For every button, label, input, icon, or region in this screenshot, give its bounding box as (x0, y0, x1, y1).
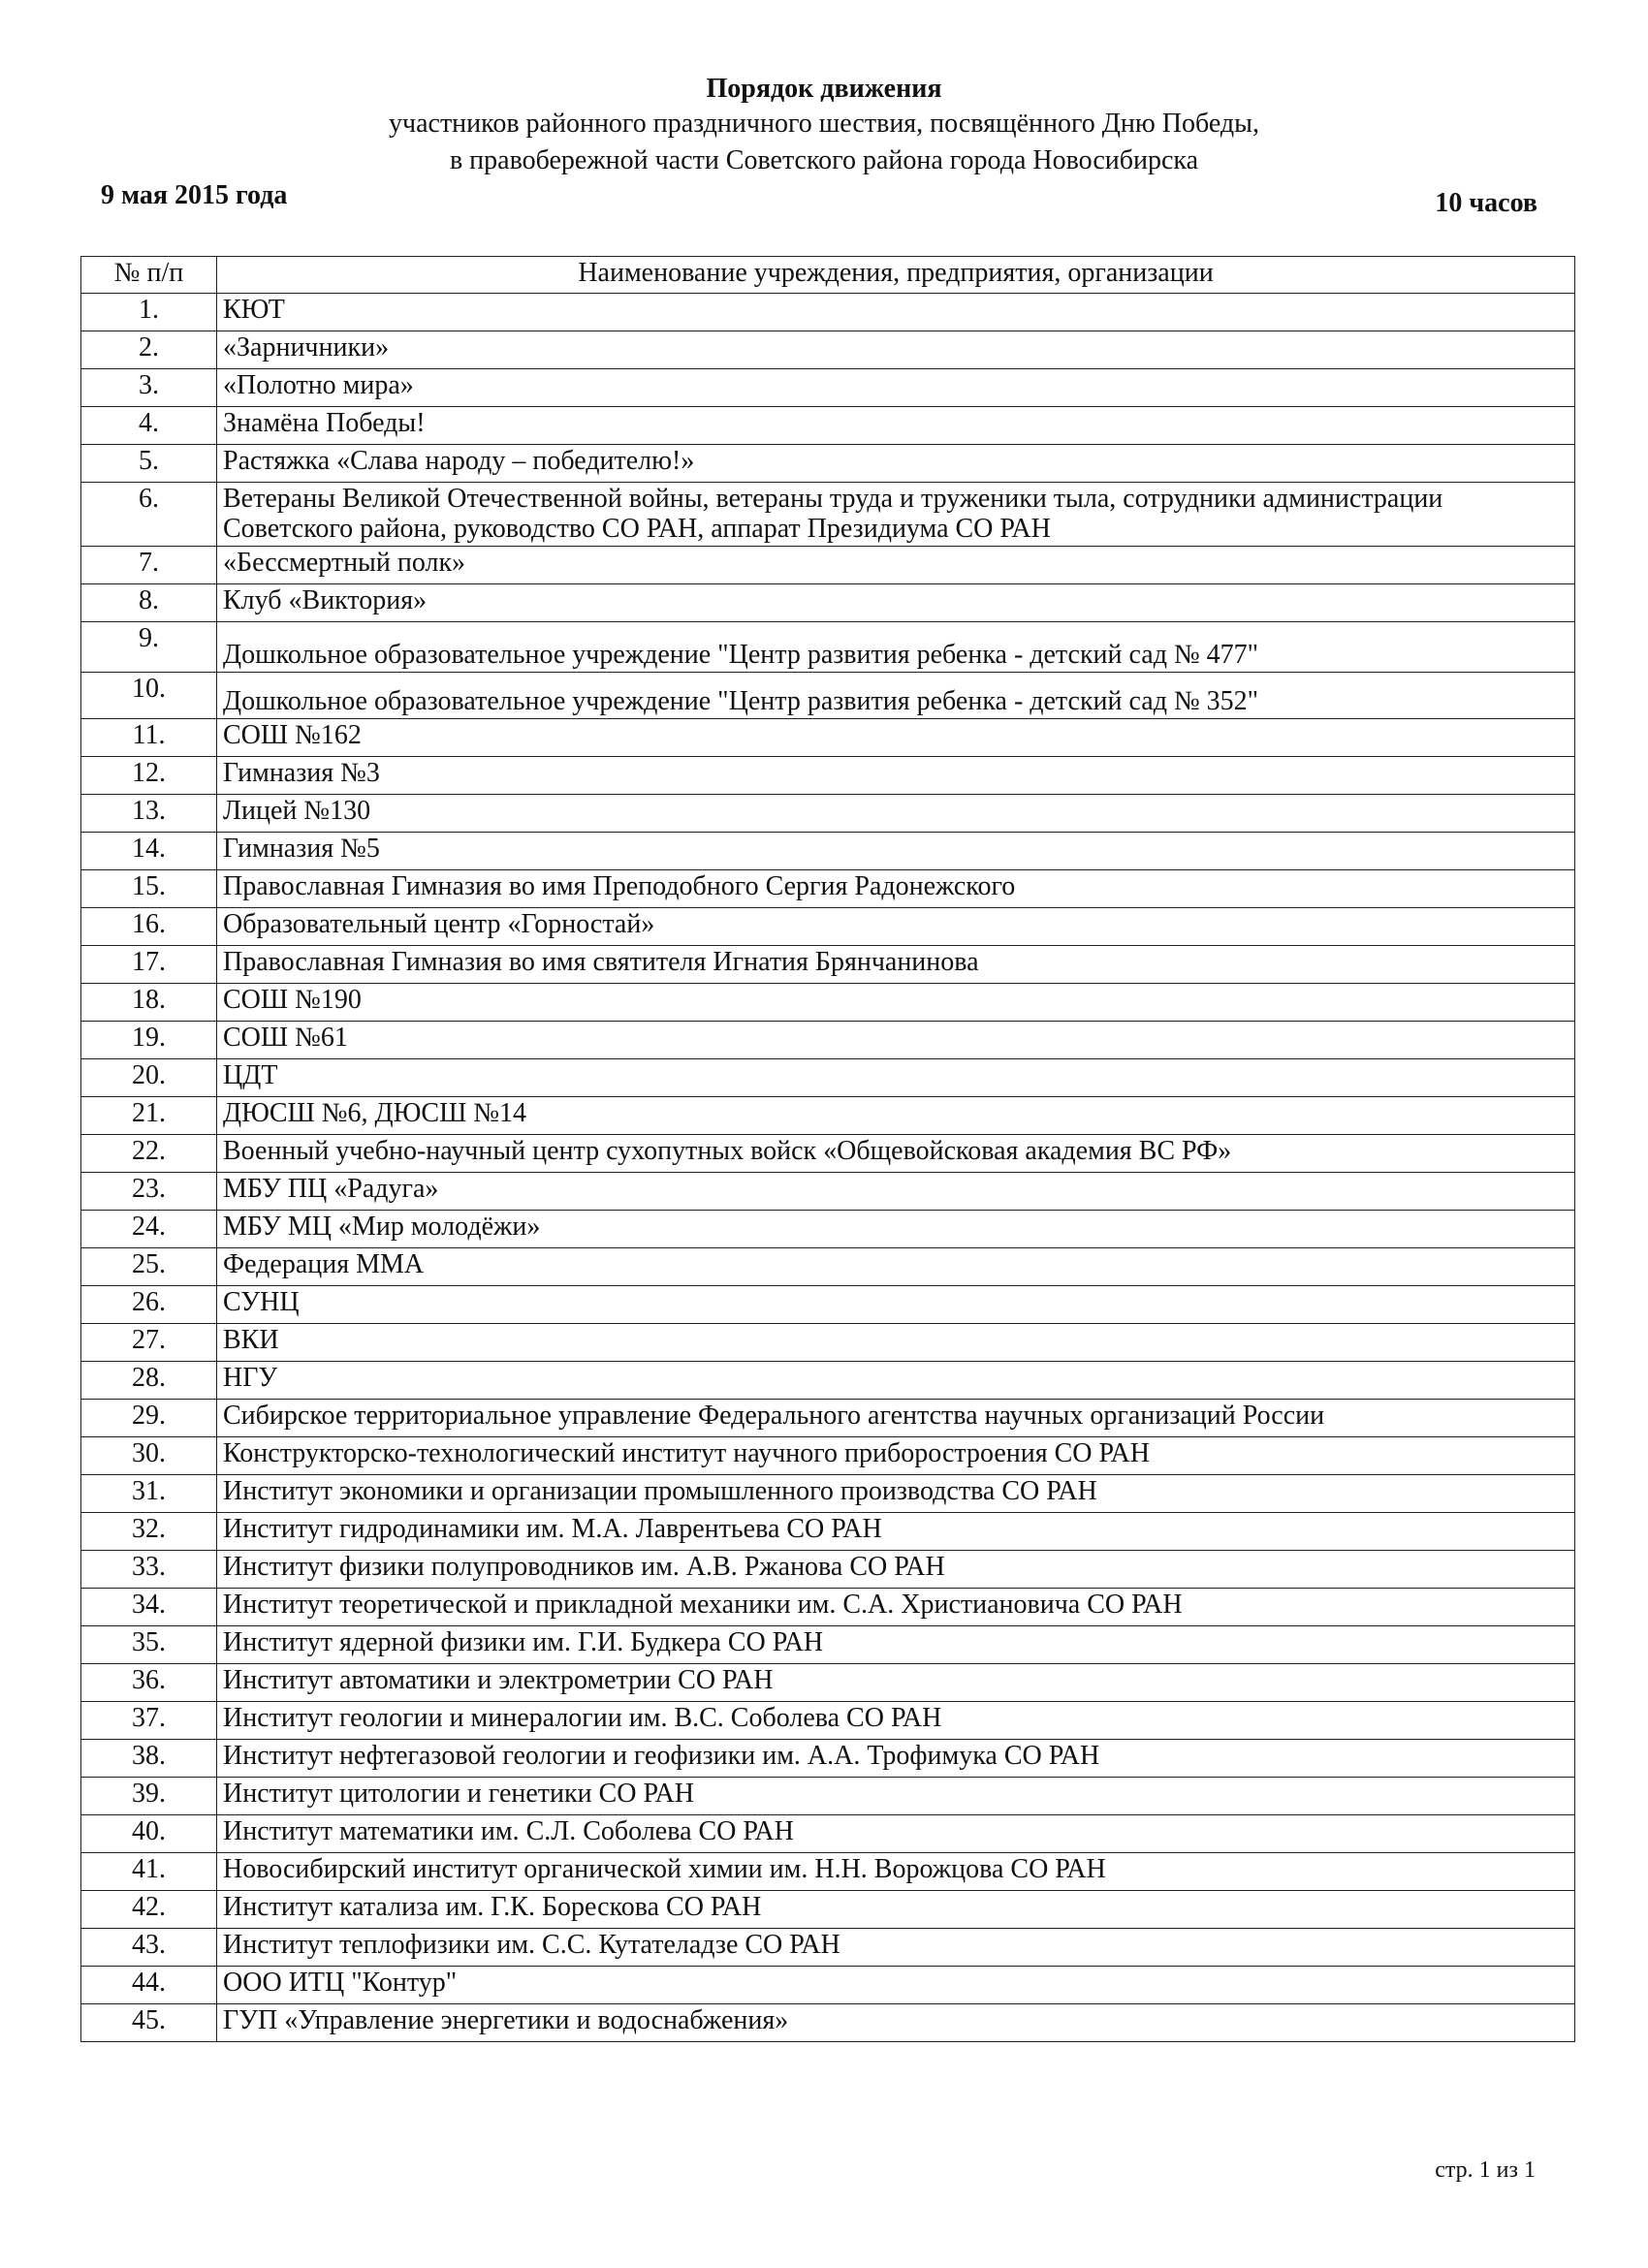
organization-name: СОШ №61 (217, 1021, 1575, 1058)
organization-name: Институт ядерной физики им. Г.И. Будкера СО РАН (217, 1625, 1575, 1663)
organization-name: СУНЦ (217, 1285, 1575, 1323)
row-number: 41. (81, 1852, 217, 1890)
organization-name: Институт геологии и минералогии им. В.С. Соболева СО РАН (217, 1701, 1575, 1739)
row-number: 17. (81, 945, 217, 983)
organization-name: «Полотно мира» (217, 369, 1575, 407)
table-row (81, 832, 1575, 869)
organization-name: Институт нефтегазовой геологии и геофизики им. А.А. Трофимука СО РАН (217, 1739, 1575, 1777)
table-row (81, 1814, 1575, 1852)
row-number: 18. (81, 983, 217, 1021)
table-row (81, 907, 1575, 945)
row-number: 8. (81, 583, 217, 621)
organization-name: Дошкольное образовательное учреждение "Центр развития ребенка - детский сад № 352" (217, 672, 1575, 718)
event-date: 9 мая 2015 года (101, 180, 288, 210)
row-number: 44. (81, 1966, 217, 2003)
organization-name: Лицей №130 (217, 794, 1575, 832)
table-row (81, 1285, 1575, 1323)
table-row (81, 1058, 1575, 1096)
row-number: 13. (81, 794, 217, 832)
table-row (81, 1172, 1575, 1210)
row-number: 5. (81, 445, 217, 483)
row-number: 37. (81, 1701, 217, 1739)
organization-name: Федерация ММА (217, 1247, 1575, 1285)
row-number: 26. (81, 1285, 217, 1323)
organization-name: ООО ИТЦ "Контур" (217, 1966, 1575, 2003)
organization-name: Военный учебно-научный центр сухопутных войск «Общевойсковая академия ВС РФ» (217, 1134, 1575, 1172)
table-row (81, 1777, 1575, 1814)
organization-name: Гимназия №5 (217, 832, 1575, 869)
row-number: 9. (81, 621, 217, 672)
row-number: 43. (81, 1928, 217, 1966)
table-row (81, 1550, 1575, 1588)
row-number: 34. (81, 1588, 217, 1625)
table-row (81, 445, 1575, 483)
organization-name: СОШ №162 (217, 718, 1575, 756)
organization-name: Растяжка «Слава народу – победителю!» (217, 445, 1575, 483)
table-row (81, 1134, 1575, 1172)
organization-name: Институт катализа им. Г.К. Борескова СО РАН (217, 1890, 1575, 1928)
row-number: 3. (81, 369, 217, 407)
organization-name: «Зарничники» (217, 331, 1575, 369)
table-row (81, 1361, 1575, 1399)
row-number: 27. (81, 1323, 217, 1361)
document-title: Порядок движения (706, 74, 942, 104)
document-subtitle-line2: в правобережной части Советского района города Новосибирска (449, 145, 1199, 175)
table-row (81, 1625, 1575, 1663)
table-row (81, 369, 1575, 407)
row-number: 30. (81, 1436, 217, 1474)
row-number: 25. (81, 1247, 217, 1285)
row-number: 15. (81, 869, 217, 907)
organization-name: Новосибирский институт органической химии им. Н.Н. Ворожцова СО РАН (217, 1852, 1575, 1890)
row-number: 20. (81, 1058, 217, 1096)
organization-name: Институт экономики и организации промышленного производства СО РАН (217, 1474, 1575, 1512)
row-number: 32. (81, 1512, 217, 1550)
table-header-row (81, 257, 1575, 294)
table-row (81, 1966, 1575, 2003)
organization-name: Дошкольное образовательное учреждение "Центр развития ребенка - детский сад № 477" (217, 621, 1575, 672)
row-number: 23. (81, 1172, 217, 1210)
table-row (81, 983, 1575, 1021)
table-row (81, 483, 1575, 547)
organization-name: Институт цитологии и генетики СО РАН (217, 1777, 1575, 1814)
table-row (81, 1701, 1575, 1739)
event-time: 10 часов (1435, 188, 1537, 218)
organization-name: Конструкторско-технологический институт научного приборостроения СО РАН (217, 1436, 1575, 1474)
row-number: 7. (81, 546, 217, 583)
organization-name: Православная Гимназия во имя Преподобного Сергия Радонежского (217, 869, 1575, 907)
row-number: 29. (81, 1399, 217, 1436)
row-number: 19. (81, 1021, 217, 1058)
table-row (81, 756, 1575, 794)
row-number: 39. (81, 1777, 217, 1814)
table-row (81, 672, 1575, 718)
organization-name: ВКИ (217, 1323, 1575, 1361)
table-row (81, 546, 1575, 583)
row-number: 35. (81, 1625, 217, 1663)
organization-name: Православная Гимназия во имя святителя Игнатия Брянчанинова (217, 945, 1575, 983)
organization-name: Институт физики полупроводников им. А.В. Ржанова СО РАН (217, 1550, 1575, 1588)
organization-name: «Бессмертный полк» (217, 546, 1575, 583)
row-number: 12. (81, 756, 217, 794)
table-body (81, 294, 1575, 2042)
row-number: 2. (81, 331, 217, 369)
table-row (81, 1247, 1575, 1285)
row-number: 11. (81, 718, 217, 756)
organization-name: МБУ МЦ «Мир молодёжи» (217, 1210, 1575, 1247)
row-number: 28. (81, 1361, 217, 1399)
row-number: 10. (81, 672, 217, 718)
row-number: 16. (81, 907, 217, 945)
organization-name: СОШ №190 (217, 983, 1575, 1021)
page-number: стр. 1 из 1 (1435, 2158, 1536, 2183)
organization-name: Институт теоретической и прикладной механики им. С.А. Христиановича СО РАН (217, 1588, 1575, 1625)
organization-name: Институт гидродинамики им. М.А. Лаврентьева СО РАН (217, 1512, 1575, 1550)
table-row (81, 1323, 1575, 1361)
table-row (81, 407, 1575, 445)
organization-name: Знамёна Победы! (217, 407, 1575, 445)
column-header-number: № п/п (81, 257, 217, 294)
row-number: 38. (81, 1739, 217, 1777)
row-number: 45. (81, 2003, 217, 2041)
table-row (81, 1663, 1575, 1701)
organization-name: МБУ ПЦ «Радуга» (217, 1172, 1575, 1210)
table-row (81, 583, 1575, 621)
table-row (81, 1928, 1575, 1966)
table-row (81, 1852, 1575, 1890)
table-row (81, 1739, 1575, 1777)
table-row (81, 294, 1575, 331)
table-row (81, 1436, 1575, 1474)
table-row (81, 1399, 1575, 1436)
row-number: 21. (81, 1096, 217, 1134)
table-row (81, 1512, 1575, 1550)
row-number: 31. (81, 1474, 217, 1512)
organization-name: ЦДТ (217, 1058, 1575, 1096)
row-number: 6. (81, 483, 217, 547)
organization-name: НГУ (217, 1361, 1575, 1399)
table-row (81, 1890, 1575, 1928)
organization-name: Ветераны Великой Отечественной войны, ветераны труда и труженики тыла, сотрудники администрации Советского района, руководство СО РАН, аппарат Президиума СО РАН (217, 483, 1575, 547)
row-number: 42. (81, 1890, 217, 1928)
table-row (81, 794, 1575, 832)
table-row (81, 718, 1575, 756)
table-row (81, 621, 1575, 672)
organization-name: ГУП «Управление энергетики и водоснабжения» (217, 2003, 1575, 2041)
row-number: 33. (81, 1550, 217, 1588)
table-row (81, 2003, 1575, 2041)
row-number: 14. (81, 832, 217, 869)
row-number: 24. (81, 1210, 217, 1247)
row-number: 4. (81, 407, 217, 445)
organization-name: КЮТ (217, 294, 1575, 331)
row-number: 22. (81, 1134, 217, 1172)
organization-name: Образовательный центр «Горностай» (217, 907, 1575, 945)
table-row (81, 1096, 1575, 1134)
row-number: 1. (81, 294, 217, 331)
organization-name: Сибирское территориальное управление Федерального агентства научных организаций России (217, 1399, 1575, 1436)
table-row (81, 869, 1575, 907)
row-number: 36. (81, 1663, 217, 1701)
table-row (81, 945, 1575, 983)
organization-name: Клуб «Виктория» (217, 583, 1575, 621)
procession-order-table (80, 256, 1575, 2042)
row-number: 40. (81, 1814, 217, 1852)
table-row (81, 1210, 1575, 1247)
document-subtitle-line1: участников районного праздничного шествия, посвящённого Дню Победы, (389, 109, 1259, 139)
organization-name: Институт автоматики и электрометрии СО РАН (217, 1663, 1575, 1701)
organization-name: Институт математики им. С.Л. Соболева СО РАН (217, 1814, 1575, 1852)
organization-name: ДЮСШ №6, ДЮСШ №14 (217, 1096, 1575, 1134)
table-row (81, 1588, 1575, 1625)
table-row (81, 1474, 1575, 1512)
table-row (81, 1021, 1575, 1058)
organization-name: Гимназия №3 (217, 756, 1575, 794)
organization-name: Институт теплофизики им. С.С. Кутателадзе СО РАН (217, 1928, 1575, 1966)
column-header-name: Наименование учреждения, предприятия, организации (217, 257, 1575, 294)
table-row (81, 331, 1575, 369)
